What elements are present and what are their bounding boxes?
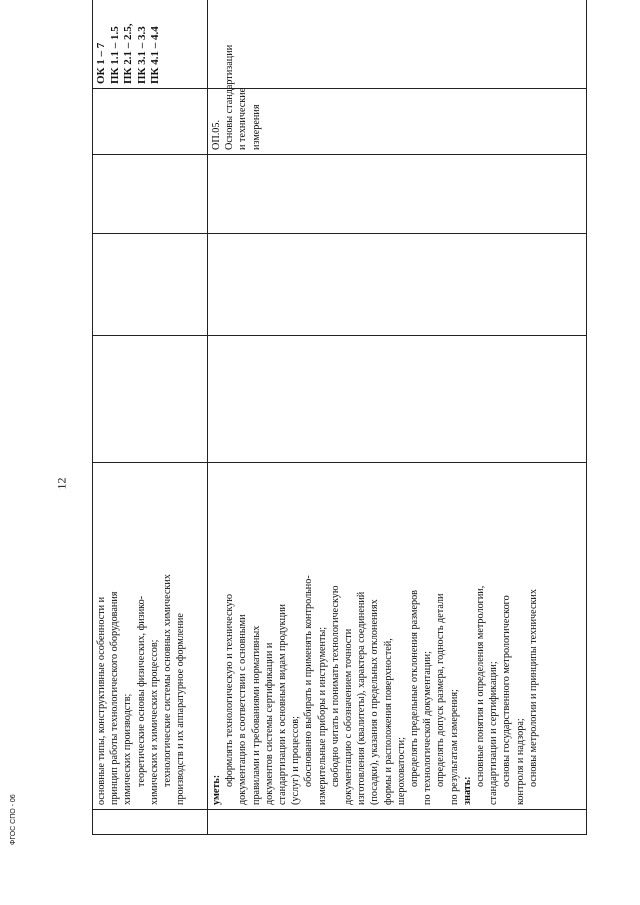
text-line: (услуг) и процессов; [290, 716, 302, 805]
text-line: основные типы, конструктивные особенности и [96, 596, 107, 805]
text-line: основы метрологии и принципы технических [527, 589, 539, 787]
discipline-cell [208, 44, 587, 155]
text-line: основные понятия и определения метрологии, [475, 585, 487, 787]
text-line: определять допуск размера, годность детали [435, 593, 447, 787]
table-row [93, 0, 208, 835]
text-line: документов системы сертификации и [263, 642, 275, 805]
empty-cell [93, 155, 208, 234]
text-line: уметь: [211, 774, 222, 805]
text-line: правилами и требованиями нормативных [250, 625, 262, 805]
text-line: технологические системы основных химических [162, 574, 174, 787]
text-line: стандартизации и сертификации; [488, 661, 500, 805]
empty-cell [93, 810, 208, 835]
empty-cell [208, 810, 587, 835]
empty-cell [208, 234, 587, 336]
page-number: 12 [54, 477, 69, 490]
empty-cell [93, 234, 208, 336]
footer-label: ФГОС СПО - 06 [10, 794, 17, 845]
competency-code: ПК 1.1 – 1.5 [108, 26, 121, 84]
text-line: обоснованно выбирать и применять контрольно- [303, 575, 315, 787]
text-line: оформлять технологическую и техническую [224, 594, 236, 787]
competency-code: ПК 2.1 – 2.5, [122, 23, 134, 84]
competency-code: ПК 3.1 – 3.3 [135, 26, 148, 84]
rotated-table-wrapper [92, 23, 587, 835]
empty-cell [208, 0, 587, 89]
empty-cell [93, 89, 208, 155]
requirements-cell [208, 463, 587, 810]
text-line: теоретические основы физических, физико- [135, 595, 147, 787]
empty-cell [93, 336, 208, 463]
discipline-index: ОП.05. [211, 120, 222, 150]
empty-cell [208, 155, 587, 234]
text-line: производств и их аппаратурное оформление [175, 613, 187, 805]
text-line: по технологической документации; [422, 651, 434, 805]
text-line: принцип работы технологического оборудования [109, 591, 121, 805]
empty-cell [208, 336, 587, 463]
text-line: документацию в соответствии с основными [237, 614, 249, 805]
text-line: знать: [461, 776, 473, 805]
text-line: свободно читать и понимать технологическую [329, 585, 341, 787]
text-line: измерительные приборы и инструменты; [316, 626, 328, 805]
table-row [208, 0, 587, 835]
competency-code: ОК 1 – 7 [95, 42, 107, 84]
text-line: документацию с обозначением точности [343, 628, 355, 805]
text-line: определять предельные отклонения размеров [409, 590, 421, 787]
text-line: химических производств; [122, 693, 134, 805]
text-line: по результатам измерения; [448, 689, 460, 805]
discipline-name-line: Основы стандартизации [224, 44, 236, 150]
text-line: основы государственного метрологического [501, 595, 513, 787]
text-line: изготовления (квалитеты), характера соединений [356, 591, 368, 805]
competency-code: ПК 4.1 – 4.4 [149, 26, 161, 84]
text-line: шероховатости; [395, 737, 407, 805]
text-line: стандартизации к основным видам продукции [277, 604, 289, 805]
competency-table [92, 0, 587, 835]
competency-codes-cell [93, 0, 208, 89]
text-line: формы и расположения поверхностей, [382, 638, 394, 805]
discipline-name-line: и технические [237, 87, 249, 150]
text-line: (посадки), указания о предельных отклонениях [369, 599, 381, 805]
requirements-cell [93, 463, 208, 810]
discipline-name-line: измерения [250, 104, 262, 150]
text-line: контроля и надзора; [514, 718, 526, 805]
text-line: химических и химических процессов; [148, 639, 160, 805]
